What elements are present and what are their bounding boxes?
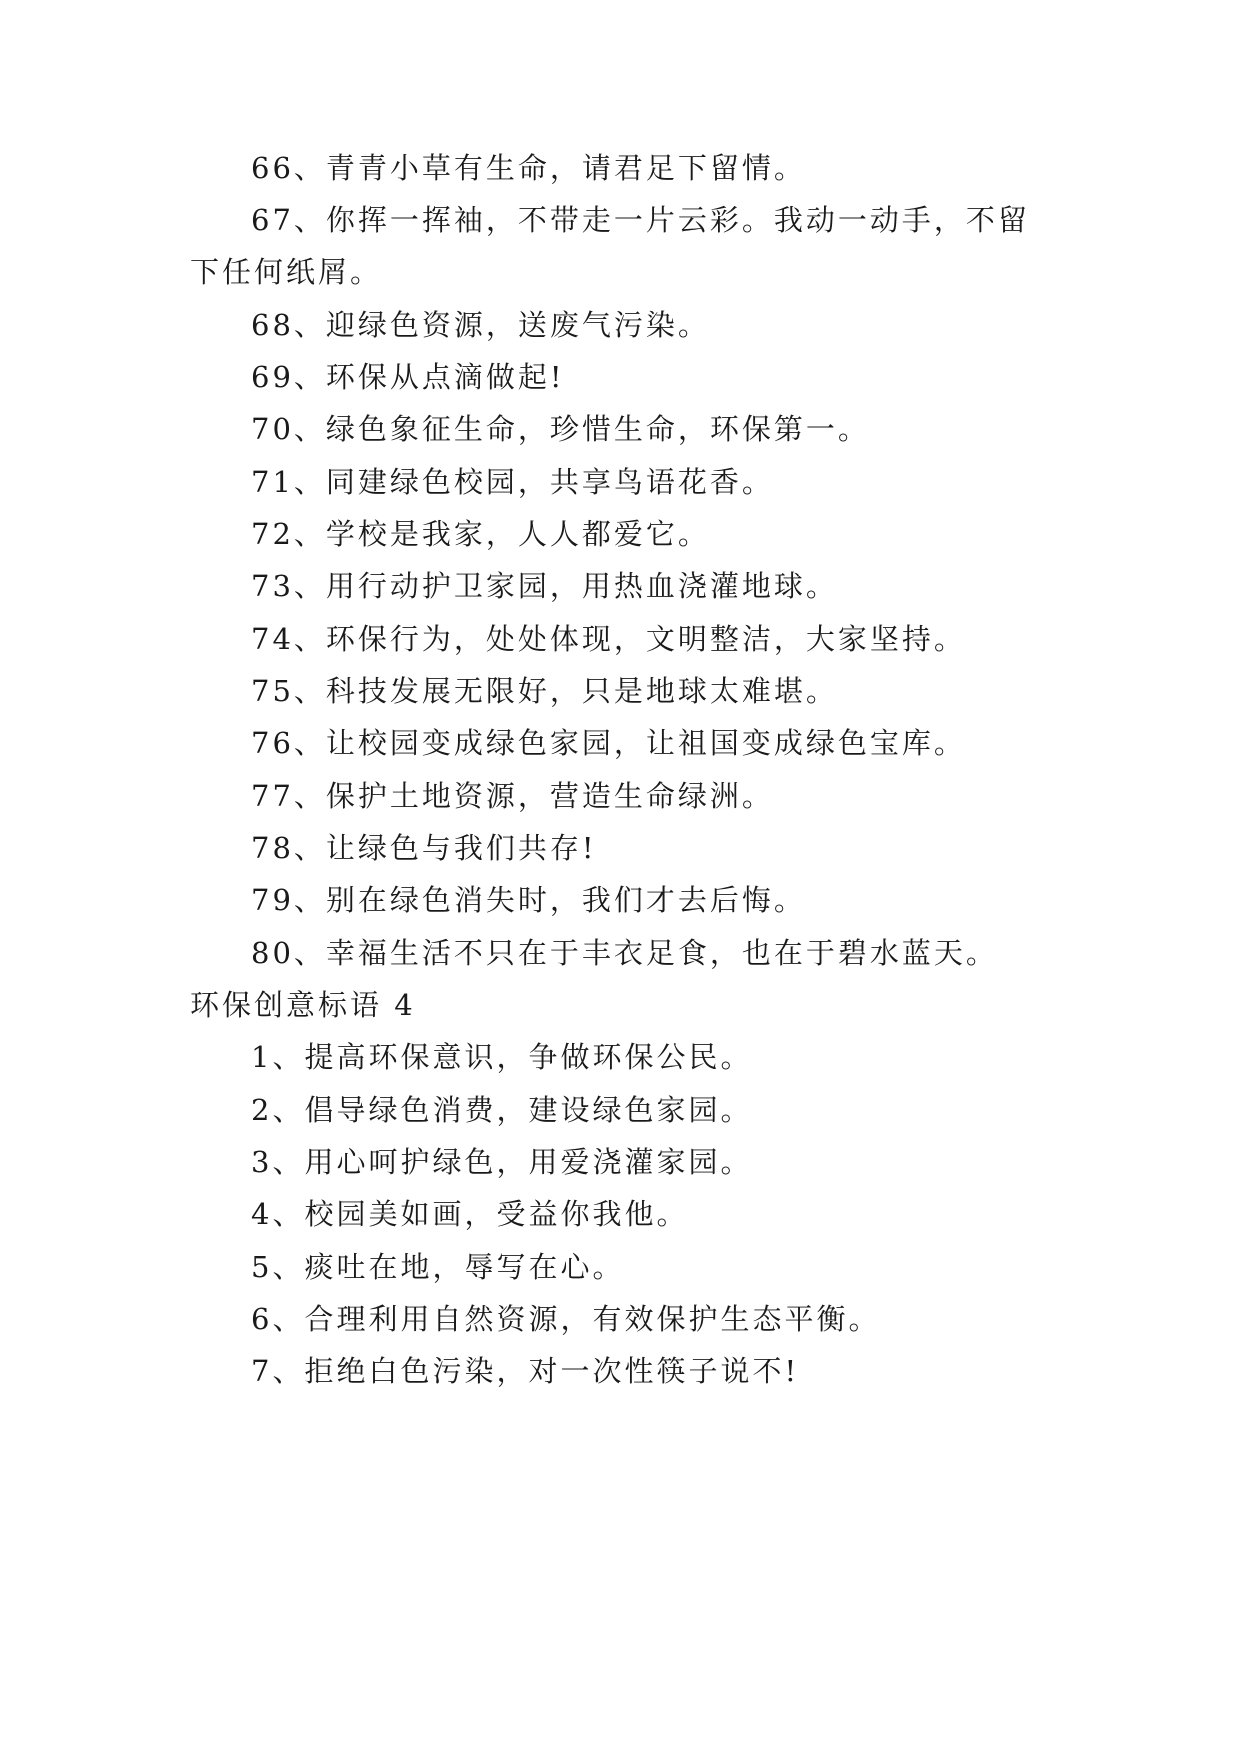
slogan-66: 66、青青小草有生命，请君足下留情。 bbox=[251, 151, 806, 185]
section-title: 环保创意标语 4 bbox=[190, 988, 416, 1022]
slogan-71: 71、同建绿色校园，共享鸟语花香。 bbox=[251, 465, 774, 499]
slogan-67-continued: 下任何纸屑。 bbox=[190, 255, 383, 289]
slogan-79: 79、别在绿色消失时，我们才去后悔。 bbox=[251, 883, 806, 917]
slogan-73: 73、用行动护卫家园，用热血浇灌地球。 bbox=[251, 569, 838, 603]
slogan-68: 68、迎绿色资源，送废气污染。 bbox=[251, 308, 710, 342]
slogan-4-5: 5、痰吐在地，辱写在心。 bbox=[251, 1250, 625, 1284]
slogan-67: 67、你挥一挥袖，不带走一片云彩。我动一动手，不留 bbox=[251, 203, 1030, 237]
slogan-75: 75、科技发展无限好，只是地球太难堪。 bbox=[251, 674, 838, 708]
slogan-4-7: 7、拒绝白色污染，对一次性筷子说不! bbox=[251, 1354, 800, 1388]
slogan-4-3: 3、用心呵护绿色，用爱浇灌家园。 bbox=[251, 1145, 753, 1179]
slogan-74: 74、环保行为，处处体现，文明整洁，大家坚持。 bbox=[251, 622, 966, 656]
slogan-70: 70、绿色象征生命，珍惜生命，环保第一。 bbox=[251, 412, 870, 446]
slogan-4-6: 6、合理利用自然资源，有效保护生态平衡。 bbox=[251, 1302, 881, 1336]
slogan-76: 76、让校园变成绿色家园，让祖国变成绿色宝库。 bbox=[251, 726, 966, 760]
slogan-80: 80、幸福生活不只在于丰衣足食，也在于碧水蓝天。 bbox=[251, 936, 998, 970]
slogan-77: 77、保护土地资源，营造生命绿洲。 bbox=[251, 779, 774, 813]
slogan-4-2: 2、倡导绿色消费，建设绿色家园。 bbox=[251, 1093, 753, 1127]
slogan-4-1: 1、提高环保意识，争做环保公民。 bbox=[251, 1040, 753, 1074]
slogan-69: 69、环保从点滴做起! bbox=[251, 360, 565, 394]
slogan-4-4: 4、校园美如画，受益你我他。 bbox=[251, 1197, 689, 1231]
slogan-78: 78、让绿色与我们共存! bbox=[251, 831, 597, 865]
slogan-72: 72、学校是我家，人人都爱它。 bbox=[251, 517, 710, 551]
